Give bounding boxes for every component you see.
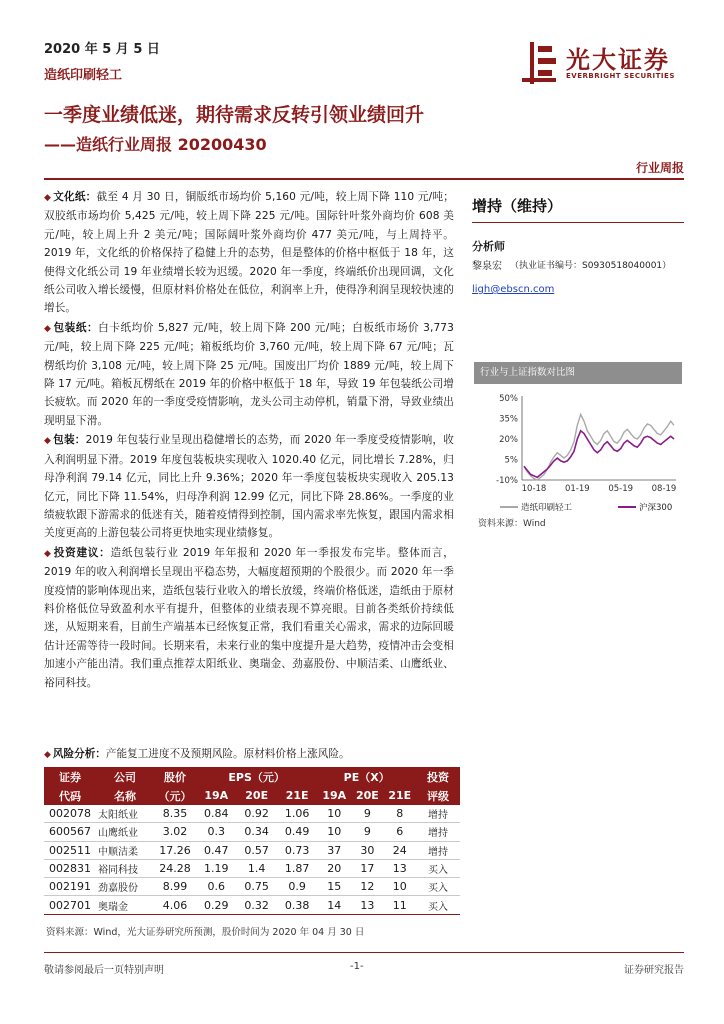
y-tick-label: -10% xyxy=(496,476,518,486)
page-subtitle: ——造纸行业周报 20200430 xyxy=(44,135,267,154)
cell-code: 002191 xyxy=(49,880,91,894)
cell-name: 奥瑞金 xyxy=(98,901,128,913)
cell-pe-21e: 11 xyxy=(392,898,407,912)
cell-pe-20e: 30 xyxy=(360,843,375,857)
header-pe-year: 20E xyxy=(351,786,383,805)
paragraph-investment-advice xyxy=(44,544,454,692)
cell-eps-21e: 0.49 xyxy=(284,825,310,839)
cell-price: 4.06 xyxy=(162,898,188,912)
cell-eps-20e: 0.92 xyxy=(244,807,269,821)
chart-source: 资料来源：Wind xyxy=(478,519,546,529)
table-header-row xyxy=(44,786,460,805)
cell-rating: 买入 xyxy=(428,865,448,877)
paragraph-title: 投资建议： xyxy=(53,546,111,559)
paragraph-text: 2019 年包装行业呈现出稳健增长的态势，而 2020 年一季度受疫情影响，收入利润明显下滑。2019 年度包装板块实现收入 1020.40 亿元，同比增长 7.28%，归母净利润 79.14 亿元，同比上升 9.36%；2020 年一季度包装板块实现收入 205.13 亿元，同比下降 11.54%，归母净利润 12.99 亿元，同比下降 28.86%。一季度的业绩疲软跟下游需求的低迷有关，随着疫情得到控制，国内需求率先恢复，跟国内需求相关度更高的上游包装公司将更快地实现业绩修复。 xyxy=(44,434,454,540)
cell-eps-21e: 0.9 xyxy=(288,880,306,894)
cell-name: 山鹰纸业 xyxy=(98,828,138,840)
diamond-bullet-icon: ◆ xyxy=(44,750,51,760)
y-tick-label: 50% xyxy=(499,394,518,404)
rating-divider xyxy=(472,222,684,223)
cell-rating: 增持 xyxy=(428,828,448,840)
cell-eps-21e: 0.73 xyxy=(284,843,310,857)
header-pe-year: 21E xyxy=(384,786,416,805)
cell-name: 劲嘉股份 xyxy=(98,883,138,895)
cell-pe-20e: 13 xyxy=(360,898,375,912)
y-tick-label: 35% xyxy=(499,414,518,425)
header-name: 名称 xyxy=(96,786,154,805)
cell-pe-20e: 17 xyxy=(360,862,375,876)
paragraph-culture-paper xyxy=(44,188,454,318)
header-pe: PE（X） xyxy=(317,767,416,786)
cell-pe-21e: 10 xyxy=(392,880,407,894)
header-price: （元） xyxy=(154,786,196,805)
cell-rating: 买入 xyxy=(428,883,448,895)
header-divider xyxy=(44,178,684,180)
diamond-bullet-icon: ◆ xyxy=(44,436,52,447)
chart-title: 行业与上证指数对比图 xyxy=(474,362,682,384)
cell-eps-19a: 1.19 xyxy=(203,862,229,876)
cell-eps-19a: 0.47 xyxy=(203,843,229,857)
page-number: -1- xyxy=(350,961,364,972)
series-line-1 xyxy=(524,431,674,478)
header-eps-year: 19A xyxy=(196,786,236,805)
cell-pe-21e: 24 xyxy=(392,843,407,857)
table-header-row xyxy=(44,767,460,786)
table-row xyxy=(44,823,460,841)
table-body xyxy=(44,805,460,914)
footer-report-label: 证券研究报告 xyxy=(624,965,684,976)
cell-pe-19a: 20 xyxy=(327,862,342,876)
cell-eps-19a: 0.29 xyxy=(203,898,229,912)
y-tick-label: 20% xyxy=(499,435,518,445)
paragraph-title: 包装： xyxy=(53,434,86,447)
paragraph-title: 文化纸： xyxy=(53,191,97,203)
risk-text: 产能复工进度不及预期风险。原材料价格上涨风险。 xyxy=(105,748,350,760)
header-pe-year: 19A xyxy=(317,786,351,805)
header-name: 公司 xyxy=(96,767,154,786)
cell-code: 002831 xyxy=(49,862,91,876)
chart-legend xyxy=(500,502,672,513)
cell-pe-19a: 37 xyxy=(327,843,342,857)
diamond-bullet-icon: ◆ xyxy=(44,323,52,334)
analyst-name: 黎泉宏 xyxy=(472,261,502,272)
report-date: 2020 年 5 月 5 日 xyxy=(44,42,160,57)
header-code: 代码 xyxy=(44,786,96,805)
cell-rating: 增持 xyxy=(428,846,448,858)
table-row xyxy=(44,805,460,823)
cell-pe-20e: 9 xyxy=(363,825,371,839)
x-tick-label: 01-19 xyxy=(564,484,590,494)
header-eps: EPS（元） xyxy=(196,767,317,786)
cell-eps-20e: 0.32 xyxy=(244,898,269,912)
cell-code: 002511 xyxy=(49,843,91,857)
header-price: 股价 xyxy=(154,767,196,786)
paragraph-text: 截至 4 月 30 日，铜版纸市场均价 5,160 元/吨，较上周下降 110 元/吨；双胶纸市场均价 5,425 元/吨，较上周下降 225 元/吨。国际针叶浆外商均价 608 美元/吨，较上周上升 2 美元/吨；国际阔叶浆外商均价 477 美元/吨，与上周持平。2019 年，文化纸的价格保持了稳健上升的态势，但是整体的价格中枢低于 18 年，这使得文化纸公司 19 年业绩增长较为迟缓。2020 年一季度，终端纸价出现回调，文化纸公司收入增长缓慢，但原材料价格处在低位，利润率上升，使得净利润呈现较快速的增长。 xyxy=(44,191,454,315)
table-row xyxy=(44,896,460,914)
cell-pe-20e: 9 xyxy=(363,807,371,821)
paragraph-text: 白卡纸均价 5,827 元/吨，较上周下降 200 元/吨；白板纸市场价 3,773 元/吨，较上周下降 225 元/吨；箱板纸均价 3,760 元/吨，较上周下降 67 元/吨；瓦楞纸均价 3,108 元/吨，较上周下降 25 元/吨。国废出厂均价 1889 元/吨，较上周下降 17 元/吨。箱板瓦楞纸在 2019 年的价格中枢低于 18 年，导致 19 年包装纸公司增长疲软。而 2020 年的一季度受疫情影响，龙头公司主动停机，销量下滑，导致业绩出现明显下滑。 xyxy=(44,321,454,427)
cell-name: 太阳纸业 xyxy=(98,810,138,822)
cell-pe-19a: 14 xyxy=(327,898,342,912)
body-column xyxy=(44,188,454,693)
x-tick-label: 10-18 xyxy=(521,484,547,494)
header-rating: 评级 xyxy=(416,786,460,805)
sector-label: 造纸印刷轻工 xyxy=(44,68,123,83)
legend-label: 沪深300 xyxy=(639,503,673,513)
cell-eps-20e: 0.34 xyxy=(244,825,269,839)
footer-disclaimer: 敬请参阅最后一页特别声明 xyxy=(44,965,164,976)
page-title: 一季度业绩低迷，期待需求反转引领业绩回升 xyxy=(44,104,425,126)
cell-eps-19a: 0.84 xyxy=(203,807,229,821)
cell-pe-21e: 13 xyxy=(392,862,407,876)
paragraph-packaging-paper xyxy=(44,319,454,430)
brand-logo xyxy=(520,40,700,90)
cell-eps-20e: 1.4 xyxy=(247,862,266,876)
cell-pe-19a: 15 xyxy=(327,880,342,894)
cell-code: 002078 xyxy=(49,807,91,821)
chart-axes xyxy=(496,394,676,494)
analyst-email-link[interactable]: ligh@ebscn.com xyxy=(472,284,555,295)
header-rating: 投资 xyxy=(416,767,460,786)
cell-pe-21e: 8 xyxy=(396,807,404,821)
cell-pe-21e: 6 xyxy=(396,825,404,839)
legend-label: 造纸印刷轻工 xyxy=(521,503,573,513)
cell-pe-19a: 10 xyxy=(327,825,342,839)
cell-price: 8.35 xyxy=(162,807,188,821)
cell-name: 裕同科技 xyxy=(98,865,138,877)
stock-forecast-table xyxy=(44,767,460,915)
cell-name: 中顺洁柔 xyxy=(98,846,138,858)
cell-eps-19a: 0.6 xyxy=(207,880,225,894)
cell-eps-21e: 1.87 xyxy=(284,862,310,876)
paragraph-packaging xyxy=(44,431,454,542)
y-tick-label: 5% xyxy=(504,455,518,466)
header-code: 证券 xyxy=(44,767,96,786)
cell-rating: 买入 xyxy=(428,901,448,913)
logo-text-en: EVERBRIGHT SECURITIES xyxy=(566,72,675,80)
table-row xyxy=(44,878,460,896)
cell-price: 3.02 xyxy=(162,825,188,839)
footer-divider xyxy=(44,952,684,953)
cell-code: 002701 xyxy=(49,898,91,912)
cell-price: 8.99 xyxy=(162,880,188,894)
cell-pe-20e: 12 xyxy=(360,880,375,894)
rating-label: 增持（维持） xyxy=(472,197,563,215)
cell-eps-20e: 0.75 xyxy=(244,880,269,894)
chart-series xyxy=(524,414,674,480)
table-row xyxy=(44,841,460,859)
risk-title: 风险分析： xyxy=(52,748,106,760)
cell-code: 600567 xyxy=(49,825,91,839)
diamond-bullet-icon: ◆ xyxy=(44,548,52,559)
logo-text-cn: 光大证券 xyxy=(566,46,670,74)
comparison-chart xyxy=(474,386,684,516)
header-eps-year: 20E xyxy=(236,786,276,805)
cell-eps-21e: 0.38 xyxy=(284,898,310,912)
x-tick-label: 05-19 xyxy=(608,484,634,494)
paragraph-title: 包装纸： xyxy=(53,321,99,334)
header-eps-year: 21E xyxy=(277,786,317,805)
paragraph-text: 造纸包装行业 2019 年年报和 2020 年一季报发布完毕。整体而言，2019 年的收入利润增长呈现出平稳态势，大幅度超预期的个股很少。而 2020 年一季度疫情的影响体现出来，造纸包装行业收入的增长放缓，终端价格低迷，造纸由于原材料价格低位导致盈利水平有提升，但整体的业绩表现不算亮眼。目前各类纸价持续低迷，从短期来看，目前生产端基本已经恢复正常，我们看重关心需求，需求的边际回暖估计还需等待一段时间。长期来看，未来行业的集中度提升是大趋势，疫情冲击会变相加速小产能出清。我们重点推荐太阳纸业、奥瑞金、劲嘉股份、中顺洁柔、山鹰纸业、裕同科技。 xyxy=(44,546,454,689)
cell-eps-20e: 0.57 xyxy=(244,843,269,857)
diamond-bullet-icon: ◆ xyxy=(44,193,52,203)
analyst-license: （执业证书编号：S0930518040001） xyxy=(510,261,672,271)
analyst-heading: 分析师 xyxy=(472,240,505,253)
risk-analysis xyxy=(44,746,350,761)
cell-eps-19a: 0.3 xyxy=(207,825,225,839)
table-row xyxy=(44,859,460,877)
table-source: 资料来源：Wind，光大证券研究所预测，股价时间为 2020 年 04 月 30 日 xyxy=(46,927,365,938)
report-type-label: 行业周报 xyxy=(635,161,684,175)
cell-rating: 增持 xyxy=(428,810,448,822)
x-tick-label: 08-19 xyxy=(651,484,677,494)
logo-mark-icon xyxy=(520,40,560,86)
cell-price: 24.28 xyxy=(159,862,191,876)
cell-pe-19a: 10 xyxy=(327,807,342,821)
cell-price: 17.26 xyxy=(159,843,191,857)
cell-eps-21e: 1.06 xyxy=(284,807,310,821)
